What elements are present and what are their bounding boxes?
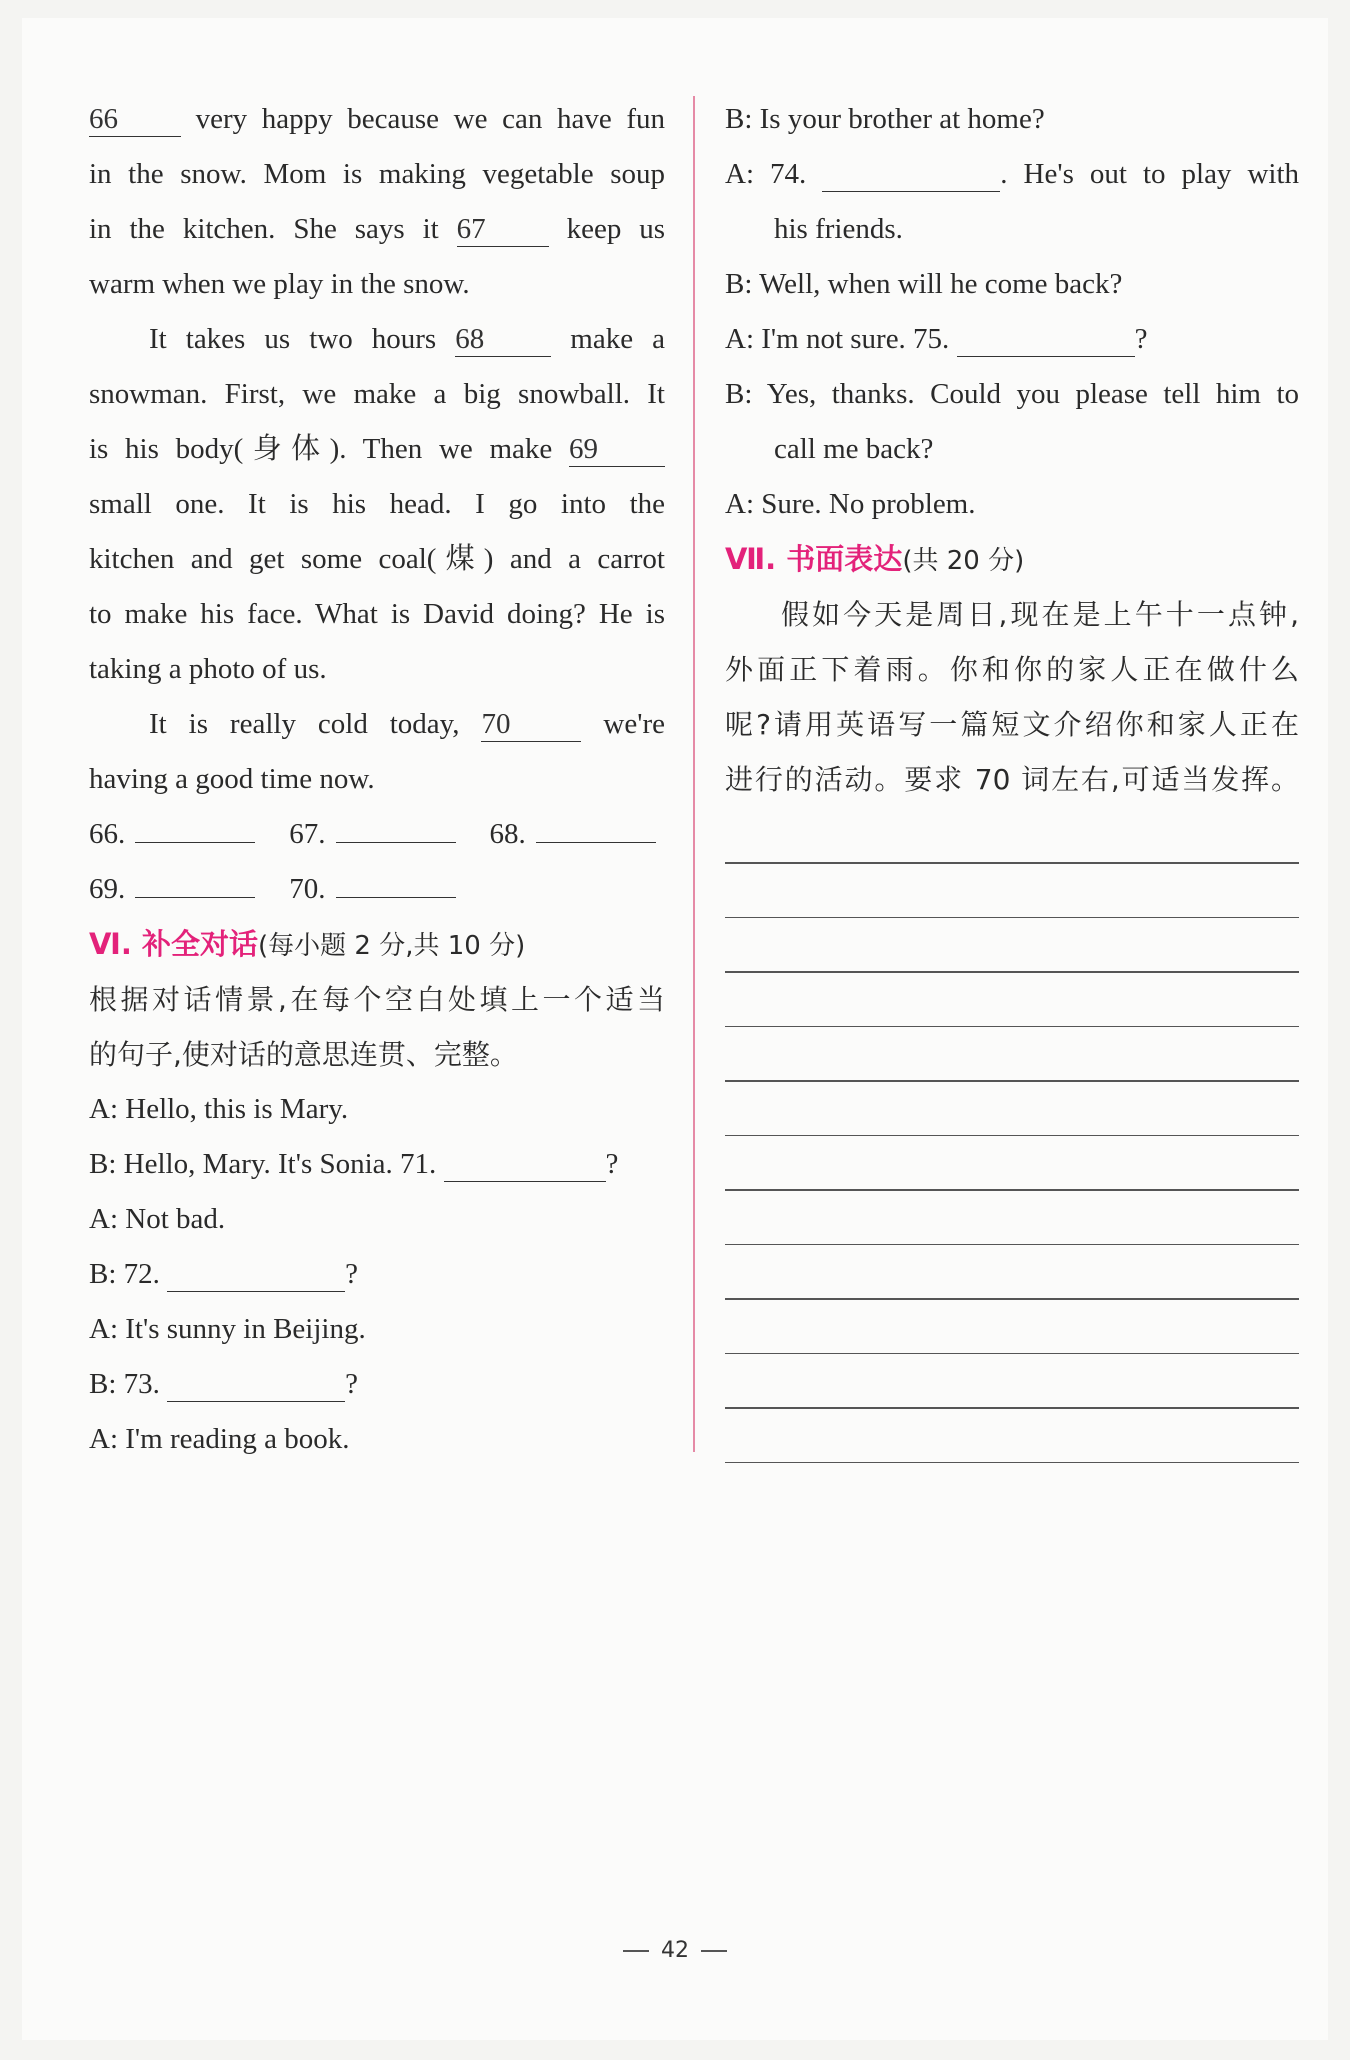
passage-line: small one. It is his head. I go into the <box>89 488 665 520</box>
passage-line: It is really cold today, 70 we're <box>149 708 665 740</box>
dialogue-line: B: Is your brother at home? <box>725 103 1045 135</box>
dialogue-line: B: 72. ? <box>89 1258 359 1290</box>
dialogue-line: call me back? <box>774 433 934 465</box>
passage-line: warm when we play in the snow. <box>89 268 470 300</box>
dialogue-line: A: Not bad. <box>89 1203 226 1235</box>
passage-line: snowman. First, we make a big snowball. It <box>89 378 665 410</box>
blank-71[interactable] <box>444 1147 606 1182</box>
passage-line: in the snow. Mom is making vegetable soup <box>89 158 665 190</box>
blank-74[interactable] <box>822 157 1000 192</box>
dialogue-line: A: Sure. No problem. <box>725 488 976 520</box>
dialogue-line: A: 74. . He's out to play with <box>725 158 1300 190</box>
answer-70[interactable]: 70. <box>289 862 455 917</box>
passage-line: kitchen and get some coal(煤) and a carrot <box>89 543 665 575</box>
dialogue-line: his friends. <box>774 213 903 245</box>
answer-row <box>89 862 665 917</box>
writing-line <box>725 1189 1299 1191</box>
passage-line: to make his face. What is David doing? He is <box>89 598 665 630</box>
passage-line: having a good time now. <box>89 763 375 795</box>
answer-67[interactable]: 67. <box>289 807 455 862</box>
writing-area[interactable] <box>725 807 1299 1463</box>
writing-line <box>725 1244 1299 1246</box>
section-7-prompt: 假如今天是周日,现在是上午十一点钟, <box>781 598 1299 631</box>
dialogue-line: A: I'm reading a book. <box>89 1423 350 1455</box>
dialogue-line: A: I'm not sure. 75. ? <box>725 323 1148 355</box>
right-column <box>725 92 1299 1463</box>
left-column <box>89 92 665 1467</box>
blank-73[interactable] <box>167 1367 345 1402</box>
answer-66[interactable]: 66. <box>89 807 255 862</box>
blank-72[interactable] <box>167 1257 345 1292</box>
writing-line <box>725 1298 1299 1300</box>
blank-70[interactable]: 70 <box>481 707 581 742</box>
column-divider <box>693 96 695 1452</box>
dialogue-line: B: Hello, Mary. It's Sonia. 71. ? <box>89 1148 619 1180</box>
blank-69[interactable]: 69 <box>569 432 665 467</box>
writing-line <box>725 971 1299 973</box>
section-6-instruction: 根据对话情景,在每个空白处填上一个适当 <box>89 983 665 1016</box>
section-7-title: Ⅶ. 书面表达(共 20 分) <box>725 542 1025 576</box>
section-6-instruction: 的句子,使对话的意思连贯、完整。 <box>89 1038 518 1071</box>
passage-line: is his body(身体). Then we make 69 <box>89 422 665 477</box>
passage-line: in the kitchen. She says it 67 keep us <box>89 213 666 245</box>
writing-line <box>725 1462 1299 1464</box>
section-7-prompt: 外面正下着雨。你和你的家人正在做什么 <box>725 653 1299 686</box>
writing-line <box>725 1026 1299 1028</box>
dialogue-line: A: It's sunny in Beijing. <box>89 1313 366 1345</box>
writing-line <box>725 862 1299 864</box>
section-7-prompt: 呢?请用英语写一篇短文介绍你和家人正在 <box>725 708 1299 741</box>
section-7-prompt: 进行的活动。要求 70 词左右,可适当发挥。 <box>725 763 1299 796</box>
dialogue-line: A: Hello, this is Mary. <box>89 1093 349 1125</box>
writing-line <box>725 1080 1299 1082</box>
dialogue-line: B: Well, when will he come back? <box>725 268 1123 300</box>
blank-66[interactable]: 66 <box>89 102 181 137</box>
dialogue-line: B: Yes, thanks. Could you please tell him to <box>725 378 1299 410</box>
blank-67[interactable]: 67 <box>457 212 549 247</box>
section-6-title: Ⅵ. 补全对话(每小题 2 分,共 10 分) <box>89 927 526 961</box>
writing-line <box>725 1407 1299 1409</box>
answer-68[interactable]: 68. <box>490 807 656 862</box>
passage-line: It takes us two hours 68 make a <box>149 323 666 355</box>
writing-line <box>725 1353 1299 1355</box>
page-footer <box>0 1938 1350 1963</box>
writing-line <box>725 917 1299 919</box>
passage-line: taking a photo of us. <box>89 653 327 685</box>
answer-row <box>89 807 665 862</box>
blank-75[interactable] <box>957 322 1135 357</box>
dialogue-line: B: 73. ? <box>89 1368 359 1400</box>
answer-69[interactable]: 69. <box>89 862 255 917</box>
writing-line <box>725 1135 1299 1137</box>
page-number: 42 <box>661 1938 689 1963</box>
passage-line: 66 very happy because we can have fun <box>89 103 665 135</box>
blank-68[interactable]: 68 <box>455 322 551 357</box>
